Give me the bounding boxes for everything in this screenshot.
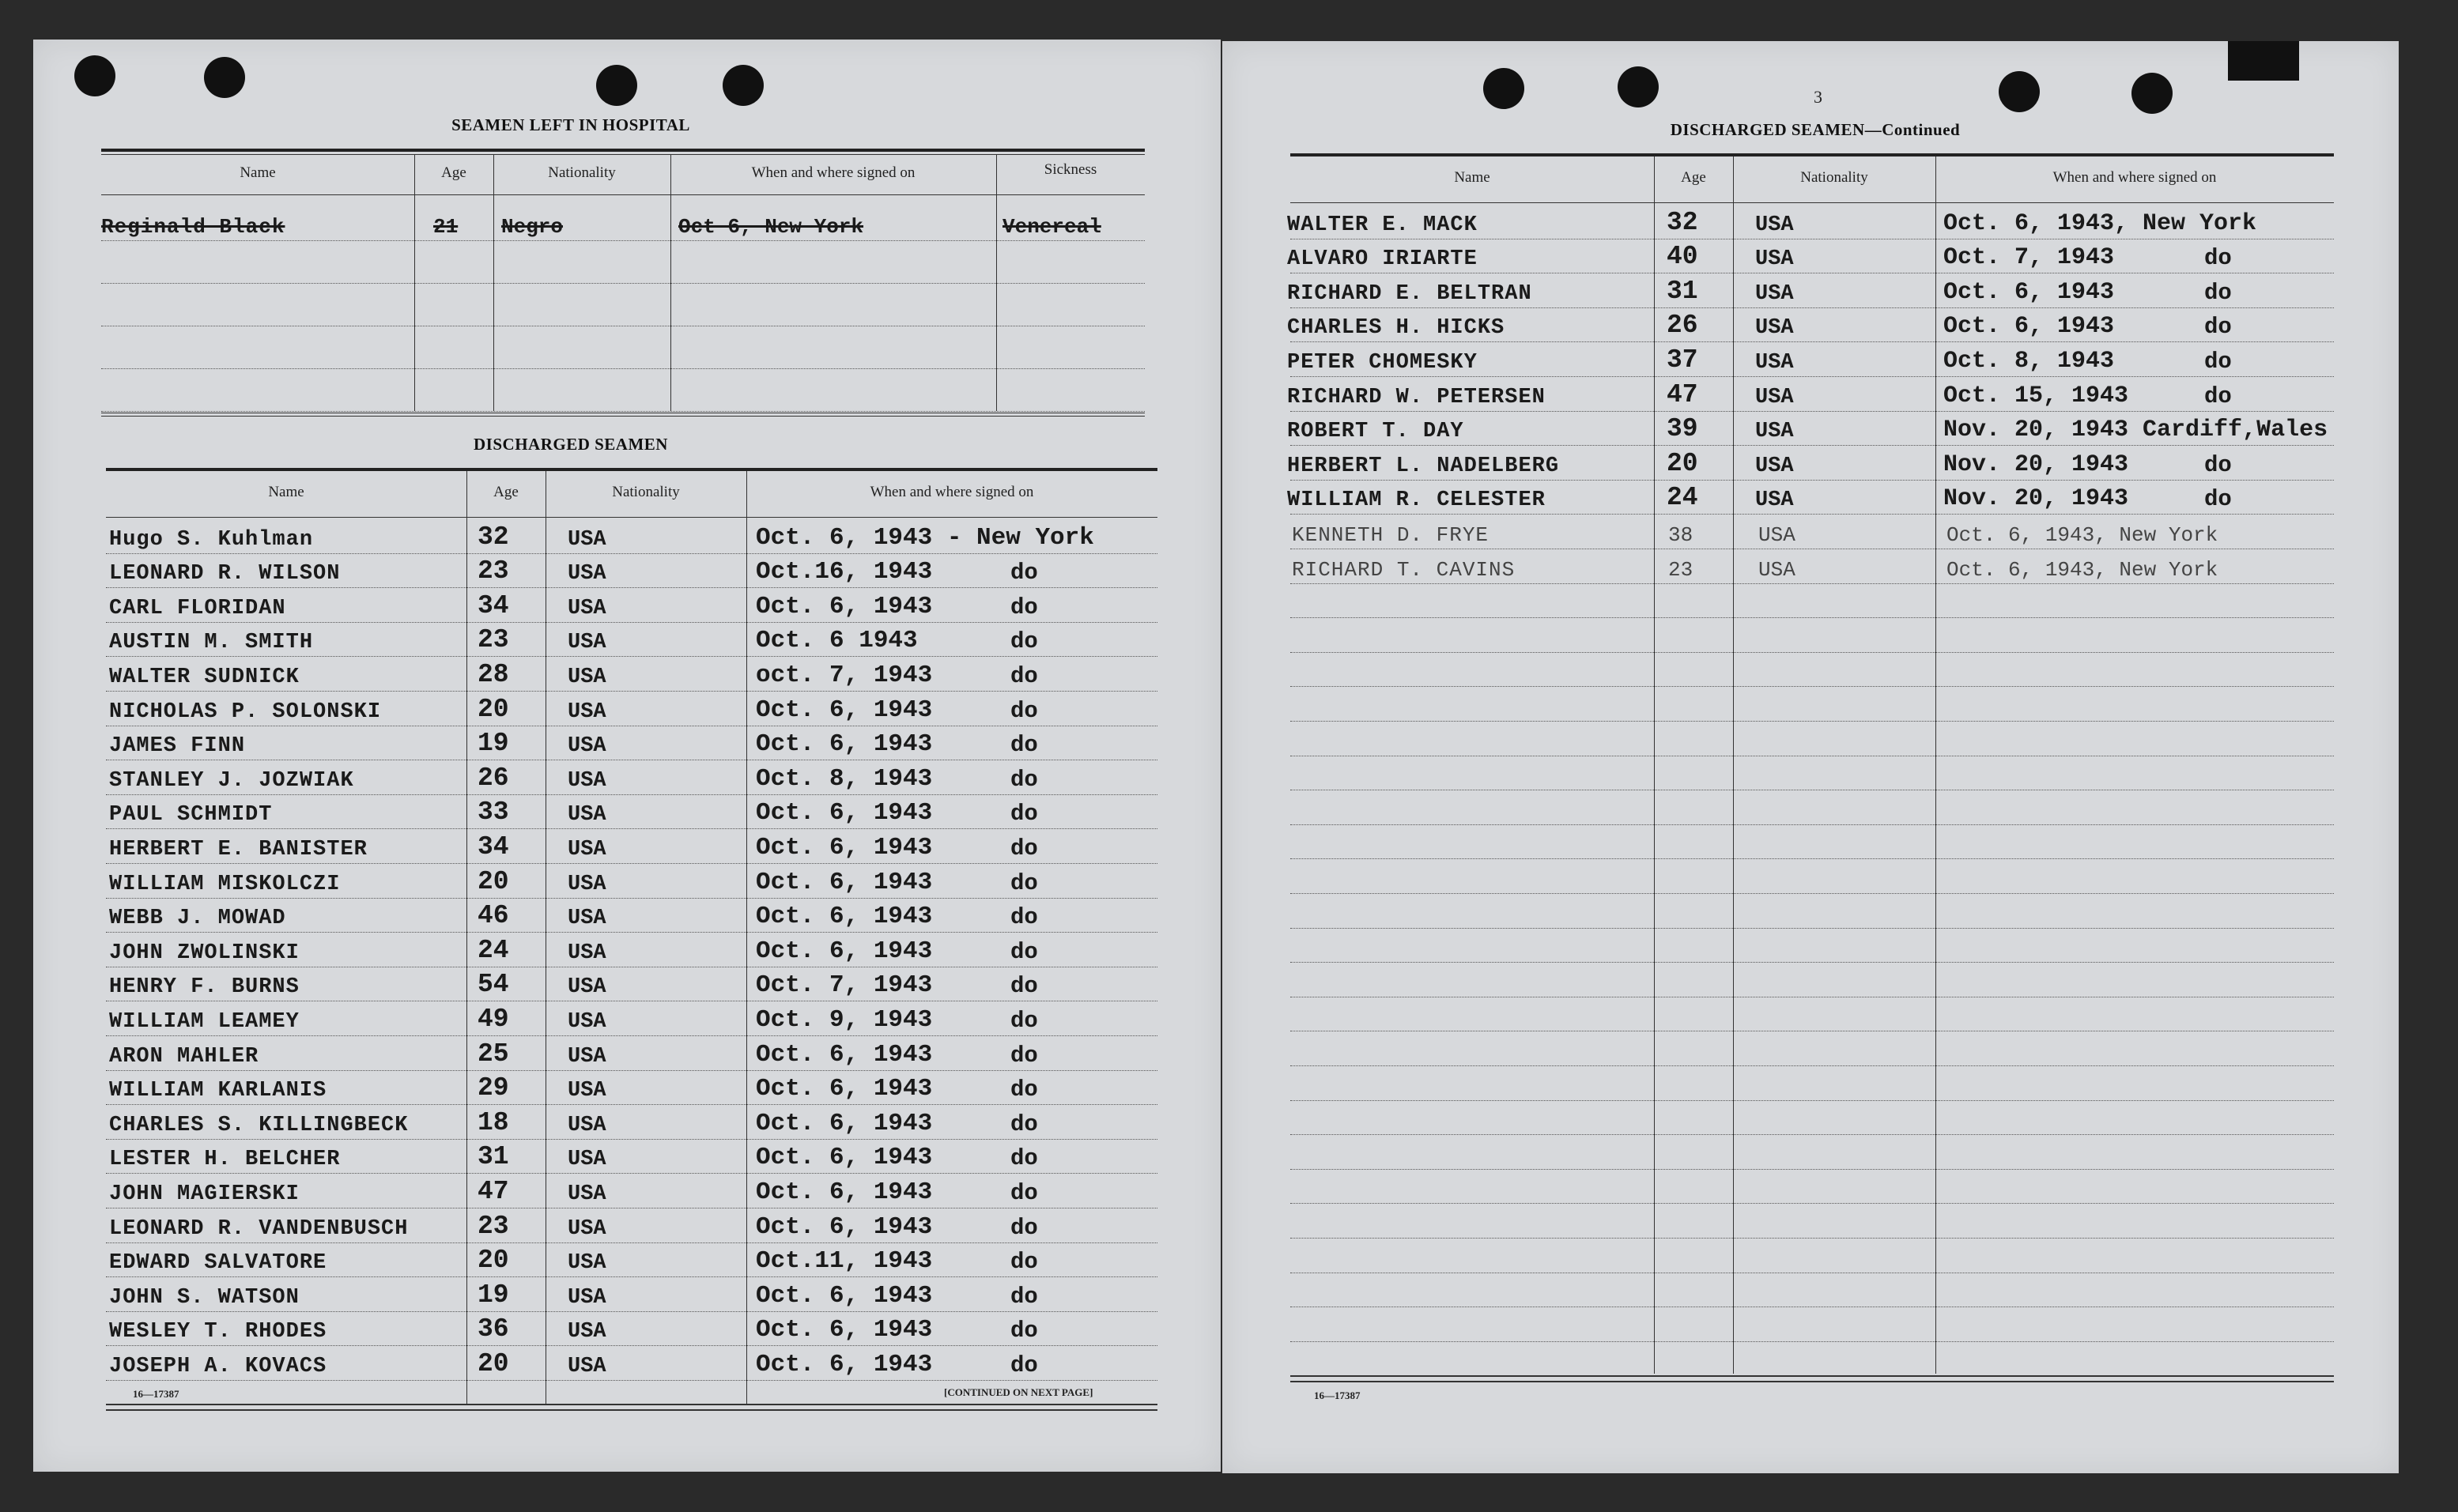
table-row <box>1290 997 2334 1032</box>
cell-nat: do <box>2204 383 2232 409</box>
cell-nat: USA <box>568 768 606 793</box>
cell-age: 26 <box>1667 311 1698 341</box>
cell-nat: USA <box>568 1285 606 1310</box>
cell-nat: USA <box>1755 488 1794 513</box>
cell-age: 38 <box>1668 522 1693 547</box>
cell-nat: do <box>2204 314 2232 341</box>
cell-nat: USA <box>568 1044 606 1069</box>
cell-when: Oct. 6, 1943 <box>756 1316 933 1344</box>
table-row <box>106 518 1157 554</box>
cell-age: 33 <box>478 797 509 828</box>
table-row <box>106 656 1157 692</box>
table-row <box>1287 239 2334 274</box>
table-row <box>1290 1273 2334 1308</box>
punch-hole <box>74 55 115 96</box>
table-row <box>101 240 1145 284</box>
cell-when: Oct. 6 1943 <box>756 627 918 655</box>
table-row <box>1287 411 2334 447</box>
cell-when: oct. 7, 1943 <box>756 661 933 689</box>
cell-when: Oct. 6, 1943 <box>756 799 933 828</box>
cell-age: 21 <box>433 215 459 239</box>
cell-when: Oct. 6, 1943 <box>756 1040 933 1069</box>
table-row <box>106 932 1157 967</box>
cell-age: 20 <box>478 694 509 724</box>
cell-nat: do <box>1010 801 1038 828</box>
table-row <box>106 967 1157 1002</box>
cell-nat: USA <box>568 734 606 759</box>
table-row <box>106 1311 1157 1347</box>
cell-name: AUSTIN M. SMITH <box>109 631 314 655</box>
punch-hole <box>1618 66 1659 107</box>
cell-nat: do <box>1010 1214 1038 1241</box>
cell-nat: USA <box>568 803 606 828</box>
cell-age: 23 <box>478 625 509 655</box>
cell-nat: USA <box>568 1009 606 1034</box>
punch-hole <box>204 57 245 98</box>
table-row <box>1287 273 2334 308</box>
cell-nat: USA <box>568 907 606 931</box>
cell-nat: USA <box>568 1079 606 1103</box>
cell-name: JOSEPH A. KOVACS <box>109 1354 327 1378</box>
discharged-continued-title: DISCHARGED SEAMEN—Continued <box>1670 120 1961 139</box>
cell-nat: do <box>1010 628 1038 655</box>
cell-age: 36 <box>478 1314 509 1344</box>
cell-nat: USA <box>568 527 606 552</box>
cell-name: WILLIAM MISKOLCZI <box>109 872 341 896</box>
cell-when: Oct. 6, 1943 - New York <box>756 523 1094 552</box>
cell-name: CARL FLORIDAN <box>109 596 286 620</box>
table-row <box>106 794 1157 830</box>
cell-when: Oct. 6, 1943 <box>756 1212 933 1241</box>
cell-age: 32 <box>478 522 509 552</box>
cell-when: Oct 6, New York <box>678 215 864 239</box>
col-header-when: When and where signed on <box>870 484 1034 500</box>
cell-when: Oct. 7, 1943 <box>756 971 933 1000</box>
cell-name: WILLIAM R. CELESTER <box>1287 488 1546 513</box>
cell-when: Oct. 6, 1943, New York <box>1946 522 2218 547</box>
table-row <box>101 326 1145 369</box>
cell-name: EDWARD SALVATORE <box>109 1251 327 1276</box>
cell-age: 34 <box>478 590 509 620</box>
cell-when: Oct. 7, 1943 <box>1943 244 2115 272</box>
cell-nat: do <box>1010 594 1038 620</box>
cell-name: STANLEY J. JOZWIAK <box>109 768 354 793</box>
cell-nat: USA <box>568 596 606 620</box>
page-number: 3 <box>1814 87 1822 107</box>
cell-name: LEONARD R. VANDENBUSCH <box>109 1216 409 1241</box>
cell-when: Oct. 6, 1943 <box>1943 278 2115 306</box>
table-row <box>1290 893 2334 929</box>
table-row <box>106 1139 1157 1175</box>
cell-name: LEONARD R. WILSON <box>109 562 341 586</box>
table-row <box>1290 1238 2334 1273</box>
col-header-age: Age <box>441 164 466 181</box>
cell-name: PAUL SCHMIDT <box>109 803 273 828</box>
col-header-age: Age <box>1681 169 1706 186</box>
cell-nat: do <box>1010 1283 1038 1310</box>
cell-age: 28 <box>478 659 509 689</box>
cell-nat: USA <box>1755 213 1794 237</box>
cell-nat: do <box>1010 938 1038 965</box>
cell-age: 19 <box>478 729 509 759</box>
col-header-name: Name <box>268 484 304 500</box>
cell-nat: USA <box>568 941 606 965</box>
table-row <box>1287 480 2334 515</box>
cell-nat: do <box>1010 1179 1038 1206</box>
cell-age: 54 <box>478 970 509 1000</box>
cell-nat: do <box>1010 1318 1038 1344</box>
table-row <box>1290 790 2334 825</box>
cell-nat: do <box>1010 732 1038 759</box>
cell-name: CHARLES S. KILLINGBECK <box>109 1113 409 1137</box>
col-header-when: When and where signed on <box>751 164 916 181</box>
cell-age: 29 <box>478 1073 509 1103</box>
table-row <box>1290 617 2334 653</box>
cell-nat: USA <box>1758 557 1795 582</box>
cell-nat: USA <box>568 631 606 655</box>
cell-when: Oct. 6, 1943, New York <box>1946 557 2218 582</box>
cell-age: 46 <box>478 901 509 931</box>
cell-nat: do <box>1010 1042 1038 1069</box>
table-row <box>1290 1065 2334 1101</box>
table-row <box>106 622 1157 658</box>
cell-nat: USA <box>1755 350 1794 375</box>
cell-age: 49 <box>478 1004 509 1034</box>
cell-nat: USA <box>568 1320 606 1344</box>
cell-age: 23 <box>1668 557 1693 582</box>
cell-name: RICHARD E. BELTRAN <box>1287 281 1532 306</box>
cell-age: 34 <box>478 831 509 862</box>
cell-age: 31 <box>1667 276 1698 306</box>
table-row <box>1290 549 2334 584</box>
cell-nat: USA <box>568 562 606 586</box>
cell-when: Oct. 6, 1943 <box>756 1075 933 1103</box>
cell-nat: USA <box>1755 420 1794 444</box>
hospital-section-title: SEAMEN LEFT IN HOSPITAL <box>451 115 690 134</box>
cell-nat: do <box>2204 279 2232 306</box>
table-row <box>1287 445 2334 481</box>
cell-nat: Negro <box>501 215 564 239</box>
table-row <box>1290 1203 2334 1239</box>
cell-when: Oct. 6, 1943 <box>756 833 933 862</box>
cell-name: Reginald Black <box>101 215 285 239</box>
table-row <box>106 828 1157 864</box>
cell-name: PETER CHOMESKY <box>1287 350 1478 375</box>
table-row <box>1290 858 2334 894</box>
cell-nat: do <box>2204 348 2232 375</box>
table-row <box>106 587 1157 623</box>
cell-name: RICHARD W. PETERSEN <box>1287 385 1546 409</box>
cell-when: Oct. 8, 1943 <box>756 764 933 793</box>
continued-note: [CONTINUED ON NEXT PAGE] <box>944 1386 1093 1398</box>
cell-name: ROBERT T. DAY <box>1287 420 1464 444</box>
cell-nat: USA <box>568 1354 606 1378</box>
cell-nat: USA <box>568 1113 606 1137</box>
table-row <box>106 1104 1157 1140</box>
form-number: 16—17387 <box>1314 1389 1361 1401</box>
cell-when: Oct. 6, 1943 <box>1943 313 2115 341</box>
table-row <box>1290 721 2334 756</box>
cell-nat: do <box>2204 451 2232 478</box>
cell-name: Hugo S. Kuhlman <box>109 527 314 552</box>
cell-nat: USA <box>1755 281 1794 306</box>
cell-name: WALTER E. MACK <box>1287 213 1478 237</box>
cell-when: Oct. 6, 1943, New York <box>1943 209 2257 237</box>
cell-nat: USA <box>568 975 606 1000</box>
cell-age: 20 <box>478 1348 509 1378</box>
col-header-nationality: Nationality <box>1800 169 1868 186</box>
cell-when: Oct. 6, 1943 <box>756 730 933 759</box>
cell-nat: USA <box>568 1182 606 1206</box>
cell-when: Oct. 6, 1943 <box>756 1144 933 1172</box>
col-header-when: When and where signed on <box>2052 169 2217 186</box>
cell-when: Oct. 6, 1943 <box>756 937 933 965</box>
cell-name: JOHN MAGIERSKI <box>109 1182 300 1206</box>
table-row <box>106 863 1157 899</box>
binder-tab <box>2228 41 2299 81</box>
cell-nat: do <box>1010 1007 1038 1034</box>
cell-nat: do <box>1010 904 1038 931</box>
cell-name: WESLEY T. RHODES <box>109 1320 327 1344</box>
cell-age: 32 <box>1667 207 1698 237</box>
table-row <box>106 726 1157 761</box>
col-header-name: Name <box>1454 169 1490 186</box>
cell-when: Oct. 9, 1943 <box>756 1005 933 1034</box>
cell-nat: USA <box>1755 385 1794 409</box>
cell-nat: USA <box>568 1148 606 1172</box>
col-header-sickness: Sickness <box>1044 161 1097 178</box>
cell-nat: do <box>1010 973 1038 1000</box>
cell-nat: USA <box>1755 247 1794 272</box>
cell-when: Nov. 20, 1943 <box>1943 485 2129 513</box>
punch-hole <box>596 65 637 106</box>
cell-when: Oct. 6, 1943 <box>756 592 933 620</box>
table-row <box>1287 307 2334 343</box>
table-row <box>106 1242 1157 1278</box>
table-row <box>106 1035 1157 1071</box>
table-row <box>1287 376 2334 412</box>
table-row <box>1287 341 2334 377</box>
cell-nat: do <box>1010 697 1038 724</box>
cell-when: Oct. 6, 1943 <box>756 1109 933 1137</box>
table-row <box>106 1276 1157 1312</box>
discharged-section-title: DISCHARGED SEAMEN <box>474 435 668 454</box>
cell-name: WILLIAM LEAMEY <box>109 1009 300 1034</box>
table-row <box>106 1070 1157 1106</box>
table-row <box>106 1208 1157 1243</box>
cell-name: HERBERT L. NADELBERG <box>1287 454 1560 478</box>
cell-nat: do <box>1010 766 1038 793</box>
col-header-nationality: Nationality <box>612 484 680 500</box>
cell-nat: USA <box>1755 454 1794 478</box>
cell-nat: USA <box>568 1251 606 1276</box>
cell-age: 24 <box>1667 483 1698 513</box>
cell-when: Oct. 6, 1943 <box>756 903 933 931</box>
cell-when: Oct.16, 1943 <box>756 558 933 586</box>
cell-age: 18 <box>478 1107 509 1137</box>
cell-age: 23 <box>478 1211 509 1241</box>
cell-age: 39 <box>1667 414 1698 444</box>
cell-name: ALVARO IRIARTE <box>1287 247 1478 272</box>
table-row <box>1290 1031 2334 1066</box>
table-row <box>106 760 1157 795</box>
cell-nat: do <box>1010 1249 1038 1276</box>
table-row <box>106 1001 1157 1036</box>
table-row <box>101 283 1145 326</box>
table-row <box>1287 204 2334 239</box>
table-row <box>1290 928 2334 963</box>
table-row <box>1290 756 2334 791</box>
table-row <box>1290 652 2334 688</box>
cell-age: 47 <box>478 1176 509 1206</box>
cell-name: WILLIAM KARLANIS <box>109 1079 327 1103</box>
cell-nat: do <box>2204 245 2232 272</box>
col-header-nationality: Nationality <box>548 164 616 181</box>
cell-nat: do <box>1010 1076 1038 1103</box>
col-header-age: Age <box>493 484 519 500</box>
cell-name: LESTER H. BELCHER <box>109 1148 341 1172</box>
table-row <box>1290 1169 2334 1205</box>
table-row <box>1290 514 2334 549</box>
cell-age: 37 <box>1667 345 1698 375</box>
table-row <box>106 691 1157 726</box>
cell-nat: do <box>1010 560 1038 586</box>
cell-when: Nov. 20, 1943 <box>1943 451 2129 478</box>
discharged-table <box>106 468 1157 1424</box>
cell-age: 25 <box>478 1039 509 1069</box>
cell-nat: USA <box>568 699 606 724</box>
table-row <box>101 368 1145 412</box>
cell-age: 20 <box>1667 448 1698 478</box>
table-row <box>106 1345 1157 1381</box>
form-number: 16—17387 <box>133 1388 179 1400</box>
cell-nat: USA <box>1755 316 1794 341</box>
cell-age: 20 <box>478 866 509 896</box>
cell-name: HENRY F. BURNS <box>109 975 300 1000</box>
table-row <box>106 1173 1157 1208</box>
cell-age: 40 <box>1667 242 1698 272</box>
cell-nat: do <box>1010 1110 1038 1137</box>
cell-nat: do <box>1010 662 1038 689</box>
table-row <box>1290 962 2334 997</box>
punch-hole <box>1999 71 2040 112</box>
col-header-name: Name <box>240 164 276 181</box>
cell-name: WEBB J. MOWAD <box>109 907 286 931</box>
table-row <box>1290 1134 2334 1170</box>
cell-when: Oct. 6, 1943 <box>756 868 933 896</box>
table-row <box>106 898 1157 933</box>
cell-age: 19 <box>478 1280 509 1310</box>
cell-age: 23 <box>478 556 509 586</box>
punch-hole <box>2131 73 2173 114</box>
cell-name: CHARLES H. HICKS <box>1287 316 1505 341</box>
cell-name: JOHN S. WATSON <box>109 1285 300 1310</box>
cell-when: Oct. 6, 1943 <box>756 696 933 724</box>
cell-name: ARON MAHLER <box>109 1044 259 1069</box>
cell-nat: do <box>2204 486 2232 513</box>
cell-nat: USA <box>568 1216 606 1241</box>
cell-nat: USA <box>1758 522 1795 547</box>
cell-when: Oct. 6, 1943 <box>756 1281 933 1310</box>
left-page <box>33 40 1221 1472</box>
cell-nat: do <box>1010 835 1038 862</box>
hospital-table <box>101 149 1145 417</box>
discharged-continued-table <box>1287 153 2334 1386</box>
cell-name: HERBERT E. BANISTER <box>109 837 368 862</box>
cell-when: Oct. 6, 1943 <box>756 1178 933 1206</box>
table-row <box>1290 1341 2334 1377</box>
cell-name: JAMES FINN <box>109 734 246 759</box>
cell-when: Nov. 20, 1943 Cardiff,Wales <box>1943 417 2328 444</box>
cell-age: 31 <box>478 1142 509 1172</box>
punch-hole <box>1483 68 1524 109</box>
cell-name: NICHOLAS P. SOLONSKI <box>109 699 382 724</box>
cell-nat: USA <box>568 837 606 862</box>
cell-age: 20 <box>478 1246 509 1276</box>
table-row <box>101 198 1145 241</box>
cell-when: Oct.11, 1943 <box>756 1247 933 1276</box>
cell-nat: do <box>1010 869 1038 896</box>
table-row <box>106 553 1157 589</box>
cell-name: RICHARD T. CAVINS <box>1292 557 1516 582</box>
table-row <box>1290 583 2334 619</box>
cell-nat: USA <box>568 872 606 896</box>
table-row <box>1290 1100 2334 1136</box>
cell-age: 24 <box>478 935 509 965</box>
cell-nat: do <box>1010 1145 1038 1172</box>
table-row <box>1290 824 2334 860</box>
cell-age: 26 <box>478 763 509 793</box>
cell-when: Oct. 8, 1943 <box>1943 347 2115 375</box>
right-page <box>1222 41 2399 1473</box>
cell-when: Oct. 15, 1943 <box>1943 382 2129 409</box>
cell-age: 47 <box>1667 379 1698 409</box>
cell-nat: USA <box>568 665 606 689</box>
table-row <box>1290 1307 2334 1342</box>
table-row <box>1290 686 2334 722</box>
cell-when: Oct. 6, 1943 <box>756 1350 933 1378</box>
cell-name: JOHN ZWOLINSKI <box>109 941 300 965</box>
cell-nat: do <box>1010 1352 1038 1378</box>
cell-nat: Venereal <box>1002 215 1101 239</box>
cell-name: WALTER SUDNICK <box>109 665 300 689</box>
punch-hole <box>723 65 764 106</box>
cell-name: KENNETH D. FRYE <box>1292 522 1490 547</box>
